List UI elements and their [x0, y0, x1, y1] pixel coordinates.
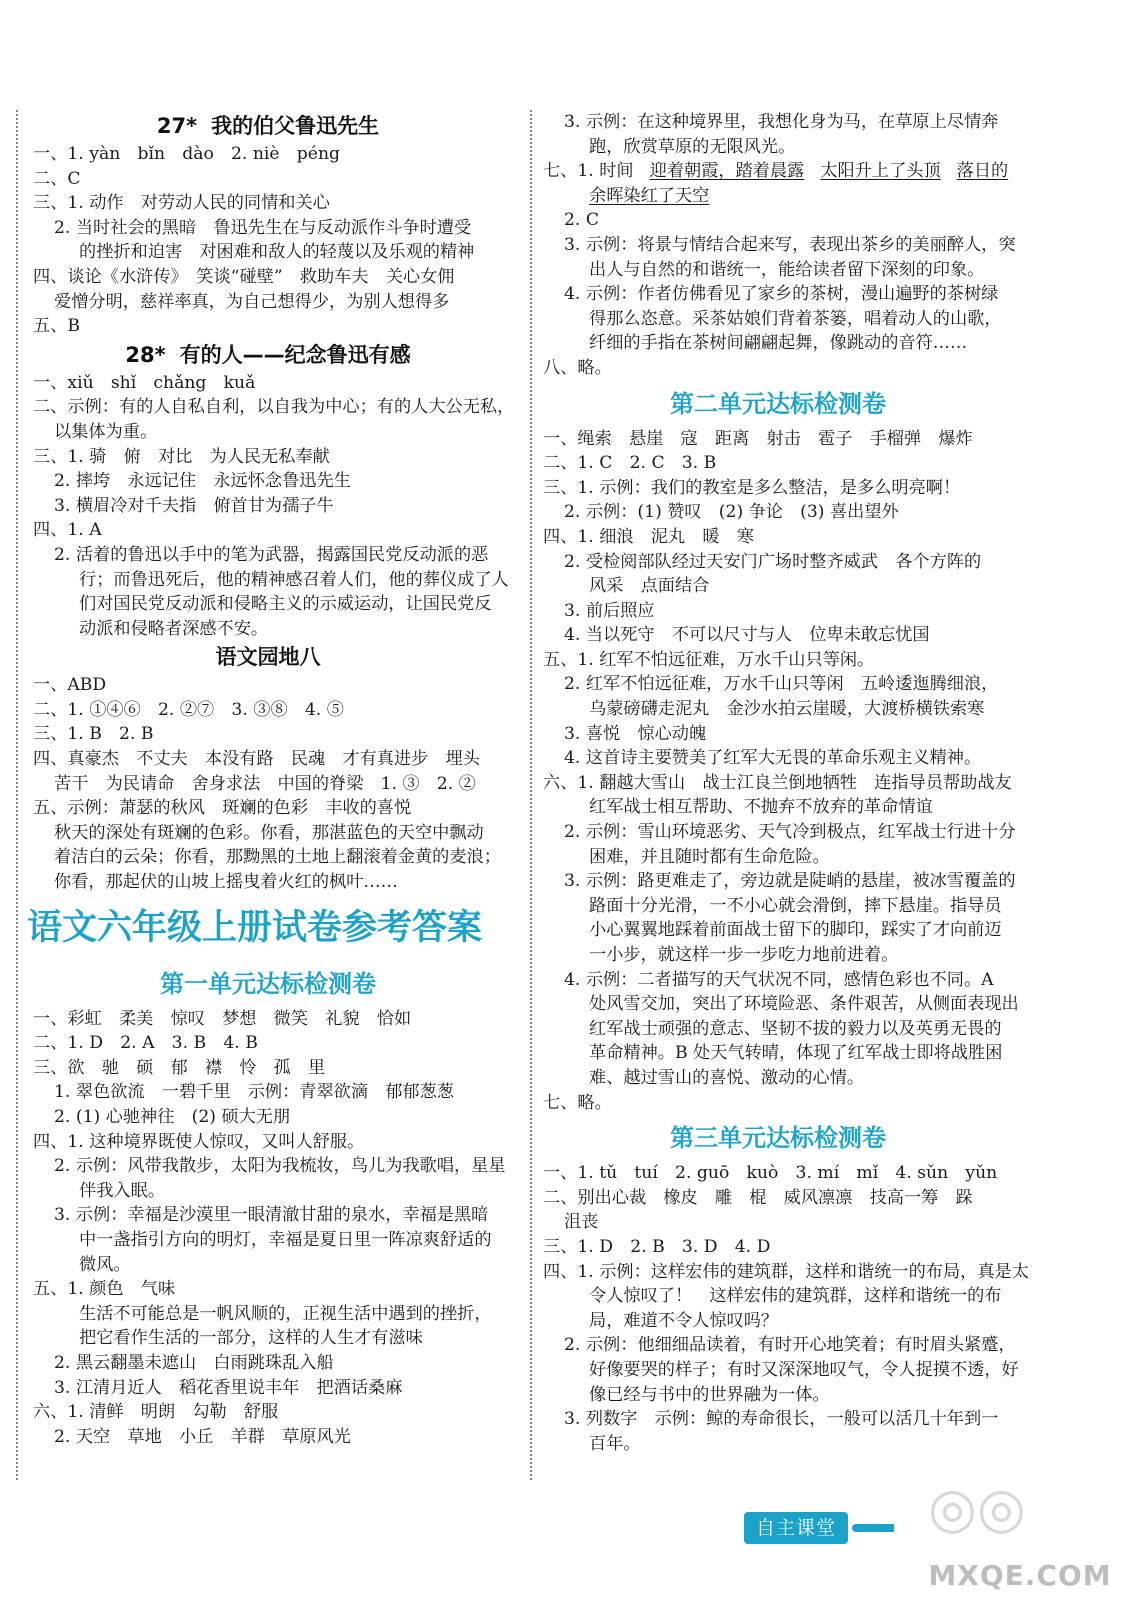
answer-line: 四、1. 细浪 泥丸 暖 寒 [543, 526, 754, 547]
left-dotted-rule [16, 110, 18, 1480]
answer-line: 四、谈论《水浒传》 笑谈“碰壁” 救助车夫 关心女佣 [33, 266, 455, 287]
answer-line: 一、1. yàn bǐn dào 2. niè péng [33, 144, 341, 164]
answer-line: 得那么恣意。采茶姑娘们背着茶篓，唱着动人的山歌， [589, 308, 1002, 329]
answer-line: 2. 天空 草地 小丘 羊群 草原风光 [54, 1426, 351, 1447]
answer-key-main-title: 语文六年级上册试卷参考答案 [27, 907, 483, 948]
answer-line: 纤细的手指在茶树间翩翩起舞，像跳动的音符…… [589, 333, 968, 354]
answer-line: 二、1. D 2. A 3. B 4. B [33, 1033, 258, 1054]
answer-line: 以集体为重。 [54, 421, 158, 442]
lesson-28-title: 28* 有的人——纪念鲁迅有感 [125, 342, 411, 367]
answer-line: 4. 当以死守 不可以尺寸与人 位卑未敢忘忧国 [564, 625, 930, 646]
garden-8-title: 语文园地八 [215, 645, 321, 670]
answer-line: 伴我入眠。 [79, 1180, 165, 1201]
answer-line: 风采 点面结合 [589, 576, 710, 597]
answer-line: 爱憎分明，慈祥率真，为自己想得少，为别人想得多 [54, 291, 450, 312]
answer-line: 2. 当时社会的黑暗 鲁迅先生在与反动派作斗争时遭受 [54, 217, 472, 238]
answer-line: 3. 前后照应 [564, 600, 655, 621]
answer-line: 一、彩虹 柔美 惊叹 梦想 微笑 礼貌 恰如 [33, 1008, 412, 1029]
footer-badge: 自主课堂 [744, 1512, 848, 1544]
answer-line: 3. 示例：幸福是沙漠里一眼清澈甘甜的泉水，幸福是黑暗 [54, 1205, 489, 1226]
answer-line: 二、C [33, 168, 81, 189]
answer-line: 四、1. 示例：这样宏伟的建筑群，这样和谐统一的布局，真是太 [543, 1261, 1029, 1282]
answer-line: 红军战士相互帮助、不抛弃不放弃的革命情谊 [589, 797, 933, 818]
answer-line: 3. 江清月近人 稻花香里说丰年 把酒话桑麻 [54, 1377, 403, 1398]
answer-line: 一、xiǔ shǐ chǎng kuǎ [33, 372, 256, 393]
answer-line: 3. 示例：将景与情结合起来写，表现出茶乡的美丽醉人，突 [564, 234, 1016, 255]
answer-line: 好像要哭的样子；有时又深深地叹气，令人捉摸不透，好 [589, 1359, 1019, 1380]
answer-line: 五、1. 颜色 气味 [33, 1279, 176, 1300]
answer-line: 沮丧 [564, 1212, 599, 1233]
answer-line: 3. 喜悦 惊心动魄 [564, 723, 707, 744]
answer-line: 革命精神。B 处天气转晴，体现了红军战士即将战胜困 [589, 1043, 1003, 1064]
answer-line: 八、略。 [543, 357, 612, 378]
center-dotted-rule [530, 110, 532, 1480]
answer-line: 四、真豪杰 不丈夫 本没有路 民魂 才有真进步 埋头 [33, 749, 480, 770]
answer-line: 3. 示例：路更难走了，旁边就是陡峭的悬崖，被冰雪覆盖的 [564, 871, 1016, 892]
answer-line: 三、欲 驰 硕 郁 襟 怜 孤 里 [33, 1057, 326, 1078]
answer-line: 4. 这首诗主要赞美了红军大无畏的革命乐观主义精神。 [564, 748, 982, 769]
answer-line: 小心翼翼地踩着前面战士留下的脚印，踩实了才向前迈 [589, 920, 1002, 941]
answer-line: 令人惊叹了！ 这样宏伟的建筑群，这样和谐统一的布 [589, 1286, 1002, 1307]
unit-3-title: 第三单元达标检测卷 [670, 1124, 886, 1153]
answer-line: 3. 示例：在这种境界里，我想化身为马，在草原上尽情奔 [564, 112, 999, 132]
answer-line: 2. C [564, 210, 600, 231]
answer-line: 二、1. C 2. C 3. B [543, 453, 717, 474]
answer-line: 行；而鲁迅死后，他的精神感召着人们，他的葬仪成了人 [79, 569, 509, 590]
answer-line: 2. 示例：(1) 赞叹 (2) 争论 (3) 喜出望外 [564, 502, 899, 523]
answer-line: 七、略。 [543, 1092, 612, 1113]
answer-line: 的挫折和迫害 对困难和敌人的轻蔑以及乐观的精神 [79, 242, 475, 263]
answer-line: 三、1. 示例：我们的教室是多么整洁，是多么明亮啊！ [543, 477, 961, 498]
answer-line: 2. 示例：他细细品读着，有时开心地笑着；有时眉头紧蹙， [564, 1335, 1016, 1356]
lesson-27-title: 27* 我的伯父鲁迅先生 [156, 114, 380, 138]
answer-line: 2. 受检阅部队经过天安门广场时整齐威武 各个方阵的 [564, 551, 982, 572]
left-column [27, 110, 515, 1449]
answer-line: 处风雪交加，突出了环境险恶、条件艰苦，从侧面表现出 [589, 994, 1019, 1015]
answer-line: 百年。 [589, 1433, 641, 1454]
answer-line: 们对国民党反动派和侵略主义的示威运动，让国民党反 [79, 594, 492, 615]
answer-line: 中一盏指引方向的明灯，幸福是夏日里一阵凉爽舒适的 [79, 1229, 492, 1250]
answer-line: 2. 活着的鲁迅以手中的笔为武器，揭露国民党反动派的恶 [54, 544, 489, 565]
answer-line: 2. (1) 心驰神往 (2) 硕大无朋 [54, 1107, 291, 1127]
answer-line: 2. 示例：雪山环境恶劣、天气冷到极点，红军战士行进十分 [564, 822, 1016, 843]
answer-line: 跑，欣赏草原的无限风光。 [589, 136, 796, 157]
answer-line: 微风。 [79, 1254, 131, 1275]
answer-line: 三、1. 动作 对劳动人民的同情和关心 [33, 193, 330, 214]
right-column [543, 110, 1029, 1456]
answer-line: 你看，那起伏的山坡上摇曳着火红的枫叶…… [54, 872, 398, 893]
answer-line: 六、1. 清鲜 明朗 勾勒 舒服 [33, 1402, 279, 1423]
answer-line: 难、越过雪山的喜悦、激动的心情。 [589, 1067, 865, 1088]
unit-2-title: 第二单元达标检测卷 [670, 389, 886, 418]
answer-line: 四、1. 这种境界既使人惊叹，又叫人舒服。 [33, 1131, 365, 1152]
watermark-text: MXQE.COM [928, 1559, 1112, 1592]
answer-line: 二、别出心裁 橡皮 雕 棍 威风凛凛 技高一筹 跺 [543, 1187, 973, 1208]
answer-line: 乌蒙磅礴走泥丸 金沙水拍云崖暖，大渡桥横铁索寒 [589, 699, 985, 720]
answer-line-underlined: 余晖染红了天空 [589, 185, 710, 206]
answer-line: 三、1. B 2. B [33, 724, 154, 745]
answer-line: 五、示例：萧瑟的秋风 斑斓的色彩 丰收的喜悦 [33, 798, 412, 819]
answer-line: 2. 摔垮 永远记住 永远怀念鲁迅先生 [54, 471, 351, 492]
answer-line: 困难，并且随时都有生命危险。 [589, 846, 830, 867]
answer-line: 一、ABD [33, 675, 107, 696]
answer-line: 一、绳索 悬崖 寇 距离 射击 雹子 手榴弹 爆炸 [543, 428, 973, 449]
answer-line: 3. 列数字 示例：鲸的寿命很长，一般可以活几十年到一 [564, 1409, 999, 1430]
answer-line: 局，难道不令人惊叹吗？ [589, 1310, 779, 1331]
answer-line: 2. 红军不怕远征难，万水千山只等闲 五岭逶迤腾细浪， [564, 674, 999, 695]
answer-line: 五、1. 红军不怕远征难，万水千山只等闲。 [543, 649, 875, 670]
answer-line: 2. 示例：风带我散步，太阳为我梳妆，鸟儿为我歌唱，星星 [54, 1156, 506, 1177]
unit-1-title: 第一单元达标检测卷 [160, 969, 376, 998]
answer-line: 3. 横眉冷对千夫指 俯首甘为孺子牛 [54, 495, 334, 516]
watermark-glyph-icon: ◎◎ [928, 1476, 1026, 1541]
answer-line: 生活不可能总是一帆风顺的，正视生活中遇到的挫折， [79, 1303, 492, 1324]
answer-line: 4. 示例：二者描写的天气状况不同，感情色彩也不同。A [564, 969, 994, 990]
answer-line: 着洁白的云朵；你看，那黝黑的土地上翻滚着金黄的麦浪； [54, 847, 501, 868]
answer-line: 一、1. tǔ tuí 2. guō kuò 3. mí mǐ 4. sǔn yǔn [543, 1163, 998, 1184]
answer-line: 一小步，就这样一步一步吃力地前进着。 [589, 945, 899, 965]
answer-line: 四、1. A [33, 520, 102, 541]
answer-line: 六、1. 翻越大雪山 战士江良兰倒地牺牲 连指导员帮助战友 [543, 772, 1012, 793]
answer-line: 苦干 为民请命 舍身求法 中国的脊梁 1. ③ 2. ② [54, 773, 476, 794]
answer-line: 秋天的深处有斑斓的色彩。你看，那湛蓝色的天空中飘动 [54, 822, 484, 843]
answer-line: 红军战士顽强的意志、坚韧不拔的毅力以及英勇无畏的 [589, 1018, 1002, 1039]
answer-line: 像已经与书中的世界融为一体。 [589, 1384, 830, 1405]
answer-line: 路面十分光滑，一不小心就会滑倒，摔下悬崖。指导员 [589, 895, 1002, 916]
answer-line: 三、1. 骑 俯 对比 为人民无私奉献 [33, 446, 330, 467]
answer-line: 出人与自然的和谐统一，能给读者留下深刻的印象。 [589, 259, 985, 280]
answer-line: 二、1. ①④⑥ 2. ②⑦ 3. ③⑧ 4. ⑤ [33, 699, 344, 720]
answer-line: 1. 翠色欲流 一碧千里 示例：青翠欲滴 郁郁葱葱 [54, 1082, 454, 1103]
answer-line: 五、B [33, 316, 81, 337]
answer-line: 动派和侵略者深感不安。 [79, 618, 269, 639]
watermark-logo [920, 1470, 1120, 1598]
footer-badge-stripe [852, 1524, 922, 1532]
answer-line: 2. 黑云翻墨未遮山 白雨跳珠乱入船 [54, 1352, 334, 1373]
answer-line: 把它看作生活的一部分，这样的人生才有滋味 [79, 1328, 423, 1349]
answer-line: 三、1. D 2. B 3. D 4. D [543, 1236, 771, 1257]
answer-line: 4. 示例：作者仿佛看见了家乡的茶树，漫山遍野的茶树绿 [564, 284, 999, 305]
answer-line: 二、示例：有的人自私自利，以自我为中心；有的人大公无私， [33, 397, 515, 418]
answer-line-underlined: 七、1. 时间 迎着朝霞，踏着晨露 太阳升上了头顶 落日的 [543, 161, 1009, 182]
